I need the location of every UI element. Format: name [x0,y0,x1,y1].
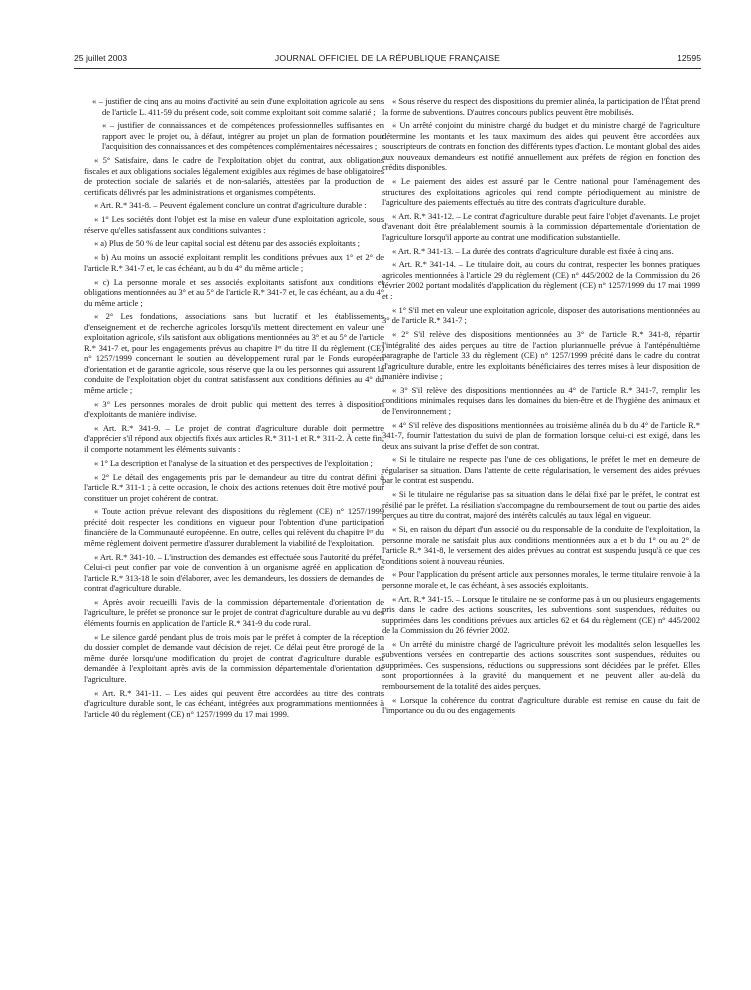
paragraph: « c) La personne morale et ses associés exploitants satisfont aux conditions et obligations mentionnées au 3° et au 5° de l'article R.* 341-7 et, le cas échéant, au a du 4° du même article ; [84,276,384,308]
header-rule [74,68,701,69]
paragraph: « Si, en raison du départ d'un associé ou du responsable de la conduite de l'exploitation, la personne morale ne satisfait plus aux conditions mentionnées aux a et b du 1° ou au 2° de l'article R.* 341-8, le versement des aides prévues au contrat est suspendu jusqu'à ce que ces conditions soient à nouveau réunies. [382,524,700,566]
paragraph: « Si le titulaire ne régularise pas sa situation dans le délai fixé par le préfet, le contrat est résilié par le préfet. La résiliation s'accompagne du remboursement de tout ou partie des aides perçues au titre du contrat, majoré des intérêts calculés au taux légal en vigueur. [382,489,700,521]
paragraph: « 1° Les sociétés dont l'objet est la mise en valeur d'une exploitation agricole, sous réserve qu'elles satisfassent aux conditions suivantes : [84,214,384,235]
paragraph: « Art. R.* 341-15. – Lorsque le titulaire ne se conforme pas à un ou plusieurs engagements pris dans le cadre des actions souscrites, les subventions sont suspendues, réduites ou supprimées dans les conditions prévues aux articles 62 et 64 du règlement (CE) n° 445/2002 de la Commission du 26 février 2002. [382,593,700,636]
paragraph: « 1° La description et l'analyse de la situation et des perspectives de l'exploitation ; [94,457,373,468]
paragraph: « 2° Les fondations, associations sans but lucratif et les établissements d'enseignement et de recherche agricoles lorsqu'ils mettent directement en valeur une exploitation agricole, s'ils satisfont aux obligations mentionnées au 3° et au 5° de l'article R.* 341-7 et, pour les engagements prévus au chapitre Iᵉʳ du titre II du règlement (CE) n° 1257/1999 concernant le soutien au développement rural par le Fonds européen d'orientation et de garantie agricole, sous réserve que la ou les personnes qui assurent la conduite de l'exploitation objet du contrat satisfassent aux conditions définies au 4° du même article ; [84,311,384,395]
paragraph: « Art. R.* 341-11. – Les aides qui peuvent être accordées au titre des contrats d'agriculture durable sont, le cas échéant, intégrées aux programmations mentionnées à l'article 40 du règlement (CE) n° 1257/1999 du 17 mai 1999. [84,687,384,719]
paragraph: « Après avoir recueilli l'avis de la commission départementale d'orientation de l'agriculture, le préfet se prononce sur le projet de contrat d'agriculture durable au vu des éléments fournis en application de l'article R.* 341-9 du code rural. [84,596,384,628]
right-column [382,96,700,976]
left-column [84,96,384,976]
header-date: 25 juillet 2003 [74,53,128,63]
paragraph: « b) Au moins un associé exploitant remplit les conditions prévues aux 1° et 2° de l'article R.* 341-7 et, le cas échéant, au b du 4° du même article ; [84,252,384,273]
paragraph: « Art. R.* 341-13. – La durée des contrats d'agriculture durable est fixée à cinq ans. [392,245,674,256]
header-title: JOURNAL OFFICIEL DE LA RÉPUBLIQUE FRANÇAISE [274,53,501,63]
paragraph: « Lorsque la cohérence du contrat d'agriculture durable est remise en cause du fait de l'importance ou du ou des engagements [382,694,700,716]
paragraph: « Toute action prévue relevant des dispositions du règlement (CE) n° 1257/1999 précité doit respecter les conditions en vigueur pour l'obtention d'une participation financière de la Communauté européenne. En outre, celles qui relèvent du chapitre Iᵉʳ du même règlement doivent permettre d'assurer durablement la viabilité de l'exploitation. [84,506,384,548]
paragraph: « 4° S'il relève des dispositions mentionnées au troisième alinéa du b du 4° de l'article R.* 341-7, fournir l'attestation du suivi de plan de formation lorsque celui-ci est exigé, dans les deux ans suivant la prise d'effet de son contrat. [382,419,700,451]
paragraph: « Art. R.* 341-8. – Peuvent également conclure un contrat d'agriculture durable : [94,200,367,211]
page-header [74,50,701,66]
paragraph: « a) Plus de 50 % de leur capital social est détenu par des associés exploitants ; [94,238,361,249]
header-page-number: 12595 [677,53,701,63]
paragraph: « 2° Le détail des engagements pris par le demandeur au titre du contrat défini à l'article R.* 311-1 ; à cette occasion, le choix des actions retenues doit être motivé pour constituer un projet cohérent de contrat. [84,471,384,503]
paragraph: « 2° S'il relève des dispositions mentionnées au 3° de l'article R.* 341-8, répartir l'intégralité des aides perçues au titre de l'action pluriannuelle prévue à l'antépénultième paragraphe de l'article 33 du règlement (CE) n° 1257/1999 précité dans le cadre du contrat d'agriculture durable, entre les exploitants bénéficiaires des terres mises à leur disposition de manière indivise ; [382,329,700,382]
paragraph: « 3° Les personnes morales de droit public qui mettent des terres à disposition d'exploitants de manière indivise. [84,398,384,420]
paragraph: « 1° S'il met en valeur une exploitation agricole, disposer des autorisations mentionnées au 3° de l'article R.* 341-7 ; [382,304,700,326]
paragraph: « Pour l'application du présent article aux personnes morales, le terme titulaire renvoie à la personne morale et, le cas échéant, à ses associés exploitants. [382,569,700,590]
paragraph: « Art. R.* 341-10. – L'instruction des demandes est effectuée sous l'autorité du préfet. Celui-ci peut confier par voie de convention à un organisme agréé en application de l'article R.* 313-18 le soin d'élaborer, avec les demandeurs, les dossiers de demandes de contrat d'agriculture durable. [84,551,384,594]
paragraph: « – justifier de cinq ans au moins d'activité au sein d'une exploitation agricole au sens de l'article L. 411-59 du présent code, soit comme exploitant soit comme salarié ; [92,96,384,117]
paragraph: « Sous réserve du respect des dispositions du premier alinéa, la participation de l'État prend la forme de subventions. D'autres concours publics peuvent être mobilisés. [382,96,700,117]
paragraph: « 3° S'il relève des dispositions mentionnées au 4° de l'article R.* 341-7, remplir les conditions minimales requises dans les domaines du bien-être et de l'hygiène des animaux et de l'environnement ; [382,384,700,416]
paragraph: « Le silence gardé pendant plus de trois mois par le préfet à compter de la réception du dossier complet de demande vaut décision de rejet. Ce délai peut être prorogé de la même durée lorsqu'une modification du projet de contrat d'agriculture durable est demandée à l'exploitant après avis de la commission départementale d'orientation de l'agriculture. [84,631,384,684]
paragraph: « Un arrêté conjoint du ministre chargé du budget et du ministre chargé de l'agriculture détermine les montants et les taux maximum des aides qui peuvent être accordées aux souscripteurs de contrats en fonction des différents types d'action. Le montant global des aides aux nouveaux demandeurs est notifié annuellement aux préfets de région en fonction des crédits disponibles. [382,120,700,173]
paragraph: « – justifier de connaissances et de compétences professionnelles suffisantes en rapport avec le projet ou, à défaut, intégrer au projet un plan de formation pour l'acquisition des connaissances et des compétences complémentaires nécessaires ; [102,120,384,152]
paragraph: « Art. R.* 341-14. – Le titulaire doit, au cours du contrat, respecter les bonnes pratiques agricoles mentionnées à l'article 29 du règlement (CE) n° 445/2002 de la Commission du 26 février 2002 portant modalités d'application du règlement (CE) n° 1257/1999 du 17 mai 1999 et : [382,259,700,301]
paragraph: « Art. R.* 341-9. – Le projet de contrat d'agriculture durable doit permettre d'apprécier s'il répond aux objectifs fixés aux articles R.* 311-1 et R.* 311-2. À cette fin, il comporte notamment les éléments suivants : [84,422,384,454]
paragraph: « Art. R.* 341-12. – Le contrat d'agriculture durable peut faire l'objet d'avenants. Le projet d'avenant doit être préalablement soumis à la commission départementale d'orientation de l'agriculture lorsqu'il apporte au contrat une modification substantielle. [382,210,700,242]
paragraph: « Si le titulaire ne respecte pas l'une de ces obligations, le préfet le met en demeure de régulariser sa situation. Dans l'attente de cette régularisation, le versement des aides prévues par le contrat est suspendu. [382,454,700,486]
paragraph: « Le paiement des aides est assuré par le Centre national pour l'aménagement des structures des exploitations agricoles qui rend compte périodiquement au ministre de l'agriculture des paiements effectués au titre des contrats d'agriculture durable. [382,176,700,208]
paragraph: « 5° Satisfaire, dans le cadre de l'exploitation objet du contrat, aux obligations fiscales et aux obligations sociales légalement exigibles aux régimes de base obligatoires de protection sociale de salariés et de non-salariés, attestées par la production de certificats délivrés par les administrations et organismes compétents. [84,155,384,197]
paragraph: « Un arrêté du ministre chargé de l'agriculture prévoit les modalités selon lesquelles les subventions versées en contrepartie des actions souscrites sont suspendues, réduites ou supprimées. Ces suspensions, réductions ou suppressions sont décidées par le préfet. Elles sont proportionnées à la gravité du manquement et ne peuvent aller au-delà du remboursement de la totalité des aides perçues. [382,638,700,691]
